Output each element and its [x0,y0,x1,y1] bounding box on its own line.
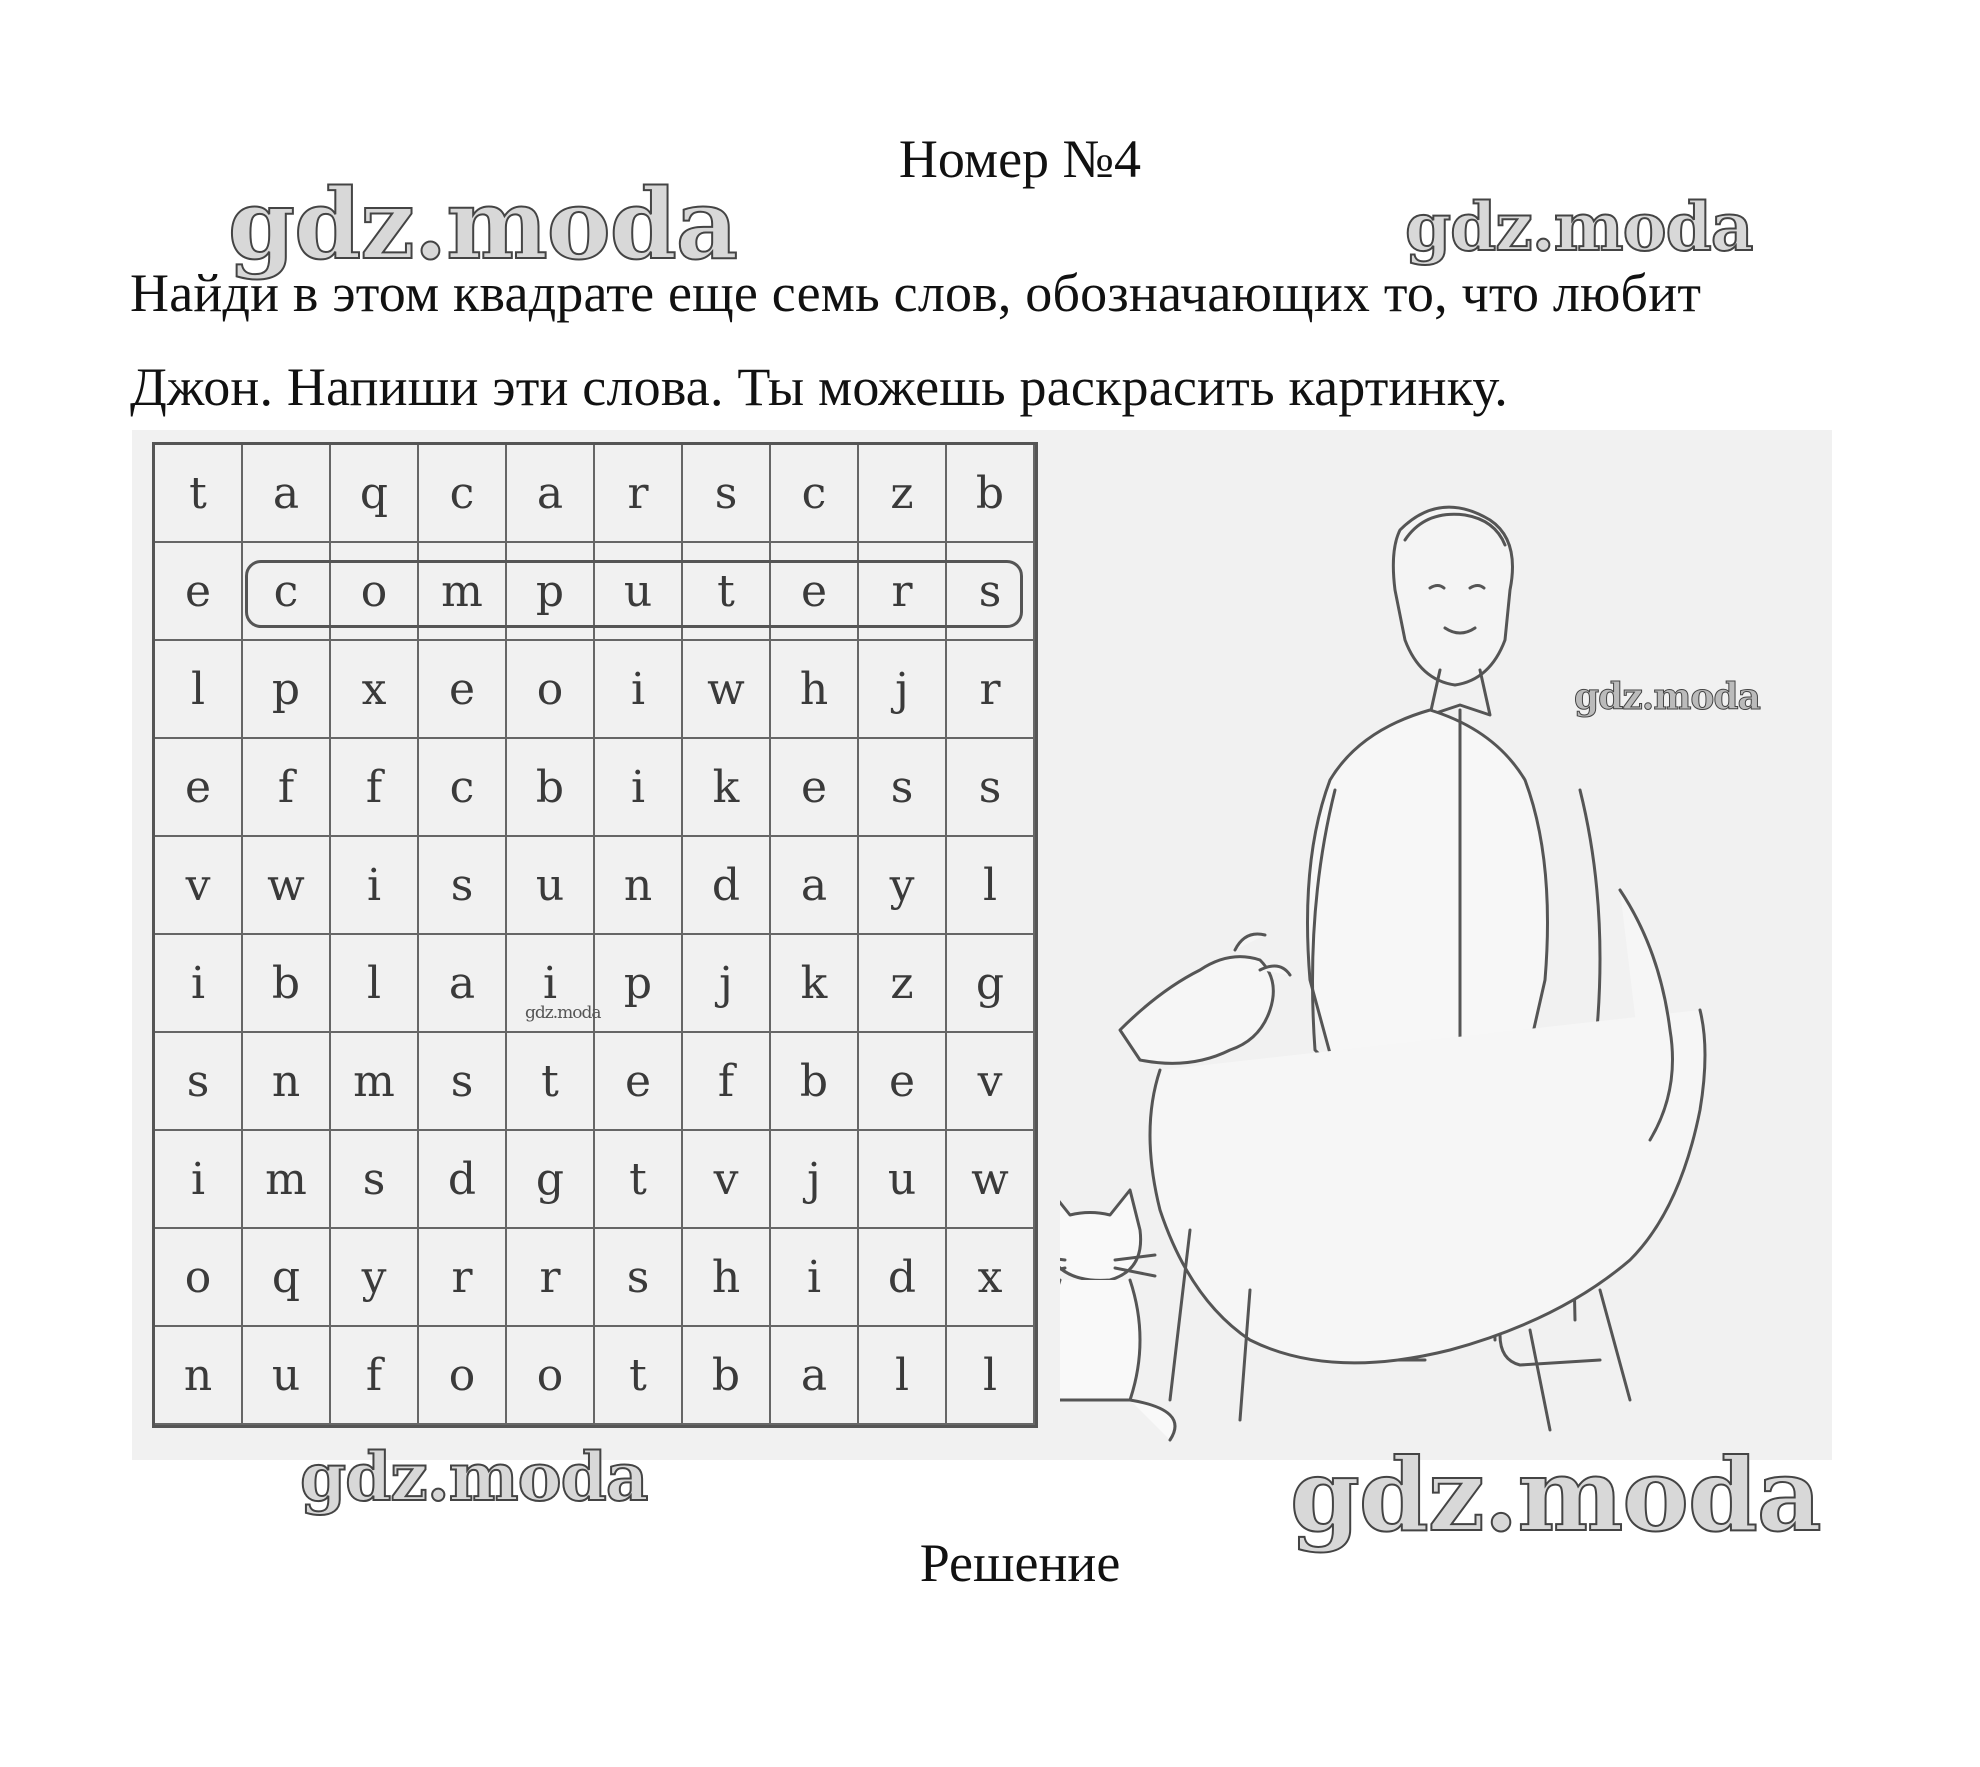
grid-cell: e [771,543,859,641]
grid-cell: b [507,739,595,837]
grid-cell: e [771,739,859,837]
grid-cell: q [243,1229,331,1327]
grid-cell: p [243,641,331,739]
grid-cell: s [595,1229,683,1327]
watermark: gdz.moda [228,168,738,281]
grid-cell: s [331,1131,419,1229]
grid-cell: s [155,1033,243,1131]
grid-cell: e [419,641,507,739]
grid-cell: l [331,935,419,1033]
grid-cell: t [683,543,771,641]
grid-cell: k [683,739,771,837]
watermark: gdz.moda [1574,676,1760,718]
grid-cell: o [507,641,595,739]
grid-cell: o [507,1327,595,1425]
grid-cell: w [243,837,331,935]
watermark: gdz.moda [1405,188,1753,266]
grid-cell: v [155,837,243,935]
grid-cell: v [683,1131,771,1229]
grid-cell: i [771,1229,859,1327]
grid-cell: z [859,935,947,1033]
grid-cell: r [595,445,683,543]
grid-cell: k [771,935,859,1033]
grid-cell: m [331,1033,419,1131]
grid-cell: f [683,1033,771,1131]
grid-cell: h [683,1229,771,1327]
grid-cell: c [419,739,507,837]
grid-cell: d [683,837,771,935]
grid-cell: i [331,837,419,935]
word-search-grid [152,442,1038,1428]
grid-cell: l [947,1327,1035,1425]
grid-cell: x [331,641,419,739]
grid-cell: s [419,1033,507,1131]
grid-cell: c [243,543,331,641]
grid-cell: x [947,1229,1035,1327]
grid-cell: b [243,935,331,1033]
grid-cell: v [947,1033,1035,1131]
grid-cell: n [243,1033,331,1131]
grid-cell: n [595,837,683,935]
grid-cell: c [419,445,507,543]
grid-cell: u [243,1327,331,1425]
watermark: gdz.moda [300,1438,648,1516]
grid-cell: s [859,739,947,837]
grid-cell: r [419,1229,507,1327]
watermark: gdz.moda [525,1003,601,1023]
grid-cell: m [243,1131,331,1229]
grid-cell: s [419,837,507,935]
grid-cell: y [859,837,947,935]
page-title: Номер №4 [898,129,1142,189]
grid-cell: j [683,935,771,1033]
grid-cell: i [155,1131,243,1229]
grid-cell: a [419,935,507,1033]
grid-cell: r [859,543,947,641]
grid-cell: f [331,739,419,837]
cat-icon [1060,1190,1175,1440]
solution-label: Решение [919,1533,1121,1593]
grid-cell: e [595,1033,683,1131]
grid-cell: f [243,739,331,837]
grid-cell: b [683,1327,771,1425]
grid-cell: u [507,837,595,935]
grid-cell: y [331,1229,419,1327]
grid-cell: w [947,1131,1035,1229]
grid-cell: t [595,1327,683,1425]
grid-cell: t [507,1033,595,1131]
grid-cell: j [771,1131,859,1229]
grid-cell: t [595,1131,683,1229]
grid-cell: b [947,445,1035,543]
grid-cell: g [947,935,1035,1033]
task-text-line-2: Джон. Напиши эти слова. Ты можешь раскрасить картинку. [130,357,1508,417]
grid-cell: b [771,1033,859,1131]
grid-cell: i [155,935,243,1033]
grid-cell: e [155,739,243,837]
grid-cell: w [683,641,771,739]
grid-cell: p [595,935,683,1033]
grid-cell: o [331,543,419,641]
grid-cell: s [947,543,1035,641]
grid-cell: d [419,1131,507,1229]
grid-cell: g [507,1131,595,1229]
grid-cell: r [947,641,1035,739]
grid-cell: p [507,543,595,641]
grid-cell: a [771,1327,859,1425]
grid-cell: s [947,739,1035,837]
grid-cell: a [243,445,331,543]
grid-cell: m [419,543,507,641]
grid-cell: u [595,543,683,641]
grid-cell: c [771,445,859,543]
grid-cell: e [859,1033,947,1131]
grid-cell: r [507,1229,595,1327]
grid-cell: d [859,1229,947,1327]
grid-cell: i [595,641,683,739]
grid-cell: i [507,935,595,1033]
grid-cell: h [771,641,859,739]
grid-cell: t [155,445,243,543]
grid-cell: n [155,1327,243,1425]
grid-cell: j [859,641,947,739]
grid-cell: l [859,1327,947,1425]
grid-cell: i [595,739,683,837]
grid-cell: f [331,1327,419,1425]
grid-cell: l [947,837,1035,935]
grid-cell: z [859,445,947,543]
grid-cell: u [859,1131,947,1229]
grid-cell: s [683,445,771,543]
grid-cell: o [155,1229,243,1327]
task-text-line-1: Найди в этом квадрате еще семь слов, обозначающих то, что любит [130,263,1702,323]
illustration [1060,470,1840,1450]
grid-cell: a [771,837,859,935]
grid-cell: a [507,445,595,543]
grid-cell: o [419,1327,507,1425]
grid-cell: q [331,445,419,543]
grid-cell: l [155,641,243,739]
watermark: gdz.moda [1290,1436,1821,1554]
grid-cell: e [155,543,243,641]
